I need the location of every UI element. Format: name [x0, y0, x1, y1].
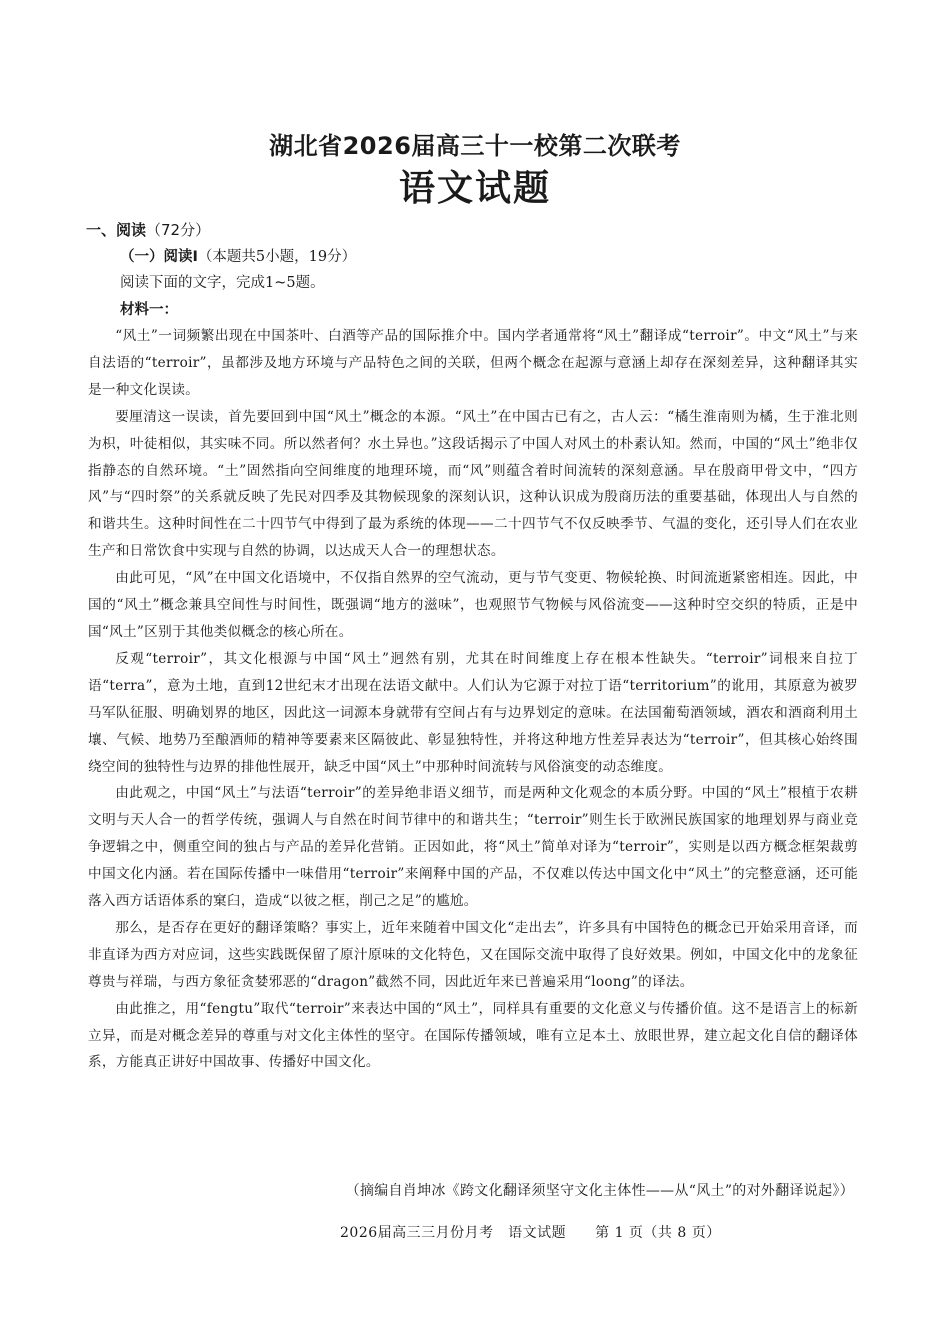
paragraph-6: 那么，是否存在更好的翻译策略？事实上，近年来随着中国文化“走出去”，许多具有中国特色的概念已开始采用音译，而非直译为西方对应词，这些实践既保留了原汁原味的文化特色，又在国际交流中取得了良好效果。例如，中国文化中的龙象征尊贵与祥瑞，与西方象征贪婪邪恶的“dragon”截然不同，因此近年来已普遍采用“loong”的译法。: [88, 919, 858, 990]
paragraph-2: 要厘清这一误读，首先要回到中国“风土”概念的本源。“风土”在中国古已有之，古人云：“橘生淮南则为橘，生于淮北则为枳，叶徒相似，其实味不同。所以然者何？水土异也。”这段话揭示了中国人对风土的朴素认知。然而，中国的“风土”绝非仅指静态的自然环境。“土”固然指向空间维度的地理环境，而“风”则蕴含着时间流转的深刻意涵。早在殷商甲骨文中，“四方风”与“四时祭”的关系就反映了先民对四季及其物候现象的深刻认识，这种认识成为殷商历法的重要基础，体现出人与自然的和谐共生。这种时间性在二十四节气中得到了最为系统的体现——二十四节气不仅反映季节、气温的变化，还引导人们在农业生产和日常饮食中实现与自然的协调，以达成天人合一的理想状态。: [88, 408, 858, 560]
paragraph-5: 由此观之，中国“风土”与法语“terroir”的差异绝非语义细节，而是两种文化观念的本质分野。中国的“风土”根植于农耕文明与天人合一的哲学传统，强调人与自然在时间节律中的和谐共生；“terroir”则生长于欧洲民族国家的地理划界与商业竞争逻辑之中，侧重空间的独占与产品的差异化营销。正因如此，将“风土”简单对译为“terroir”，实则是以西方概念框架裁剪中国文化内涵。若在国际传播中一味借用“terroir”来阐释中国的产品，不仅难以传达中国文化中“风土”的完整意涵，还可能落入西方话语体系的窠臼，造成“以彼之框，削己之足”的尴尬。: [88, 785, 858, 910]
paragraph-1: “风土”一词频繁出现在中国茶叶、白酒等产品的国际推介中。国内学者通常将“风土”翻译成“terroir”。中文“风土”与来自法语的“terroir”，虽都涉及地方环境与产品特色之间的关联，但两个概念在起源与意涵上却存在深刻差异，这种翻译其实是一种文化误读。: [88, 328, 858, 398]
material-label: 材料一：: [120, 302, 178, 318]
exam-subtitle: 语文试题: [398, 168, 551, 209]
section-heading: [86, 219, 210, 240]
subsection-detail: （本题共5小题，19分）: [197, 249, 357, 265]
section-label: 一、阅读: [86, 221, 147, 239]
exam-title: 湖北省2026届高三十一校第二次联考: [269, 132, 681, 160]
section-points: （72分）: [146, 221, 211, 239]
paragraph-3: 由此可见，“风”在中国文化语境中，不仅指自然界的空气流动，更与节气变更、物候轮换、时间流逝紧密相连。因此，中国的“风土”概念兼具空间性与时间性，既强调“地方的滋味”，也观照节气物候与风俗流变——这种时空交织的特质，正是中国“风土”区别于其他类似概念的核心所在。: [88, 570, 858, 640]
material-body: [88, 323, 858, 1076]
paragraph-4: 反观“terroir”，其文化根源与中国“风土”迥然有别，尤其在时间维度上存在根本性缺失。“terroir”词根来自拉丁语“terra”，意为土地，直到12世纪末才出现在法语文献中。人们认为它源于对拉丁语“territorium”的讹用，其原意为被罗马军队征服、明确划界的地区，因此这一词源本身就带有空间占有与边界划定的意味。在法国葡萄酒领域，酒农和酒商利用土壤、气候、地势乃至酿酒师的精神等要素来区隔彼此、彰显独特性，并将这种地方性差异表达为“terroir”，但其核心始终围绕空间的独特性与边界的排他性展开，缺乏中国“风土”中那种时间流转与风俗演变的动态维度。: [88, 650, 858, 775]
subsection-label: （一）阅读I: [120, 249, 198, 265]
page-footer: 2026届高三三月份月考 语文试题 第 1 页（共 8 页）: [340, 1225, 721, 1241]
source-citation: （摘编自肖坤冰《跨文化翻译须坚守文化主体性——从“风土”的对外翻译说起》）: [345, 1183, 854, 1199]
reading-instruction: 阅读下面的文字，完成1~5题。: [120, 275, 325, 291]
paragraph-7: 由此推之，用“fengtu”取代“terroir”来表达中国的“风土”，同样具有重要的文化意义与传播价值。这不是语言上的标新立异，而是对概念差异的尊重与对文化主体性的坚守。在国际传播领域，唯有立足本土、放眼世界，建立起文化自信的翻译体系，方能真正讲好中国故事、传播好中国文化。: [88, 1000, 858, 1071]
subsection-heading: [120, 245, 356, 266]
